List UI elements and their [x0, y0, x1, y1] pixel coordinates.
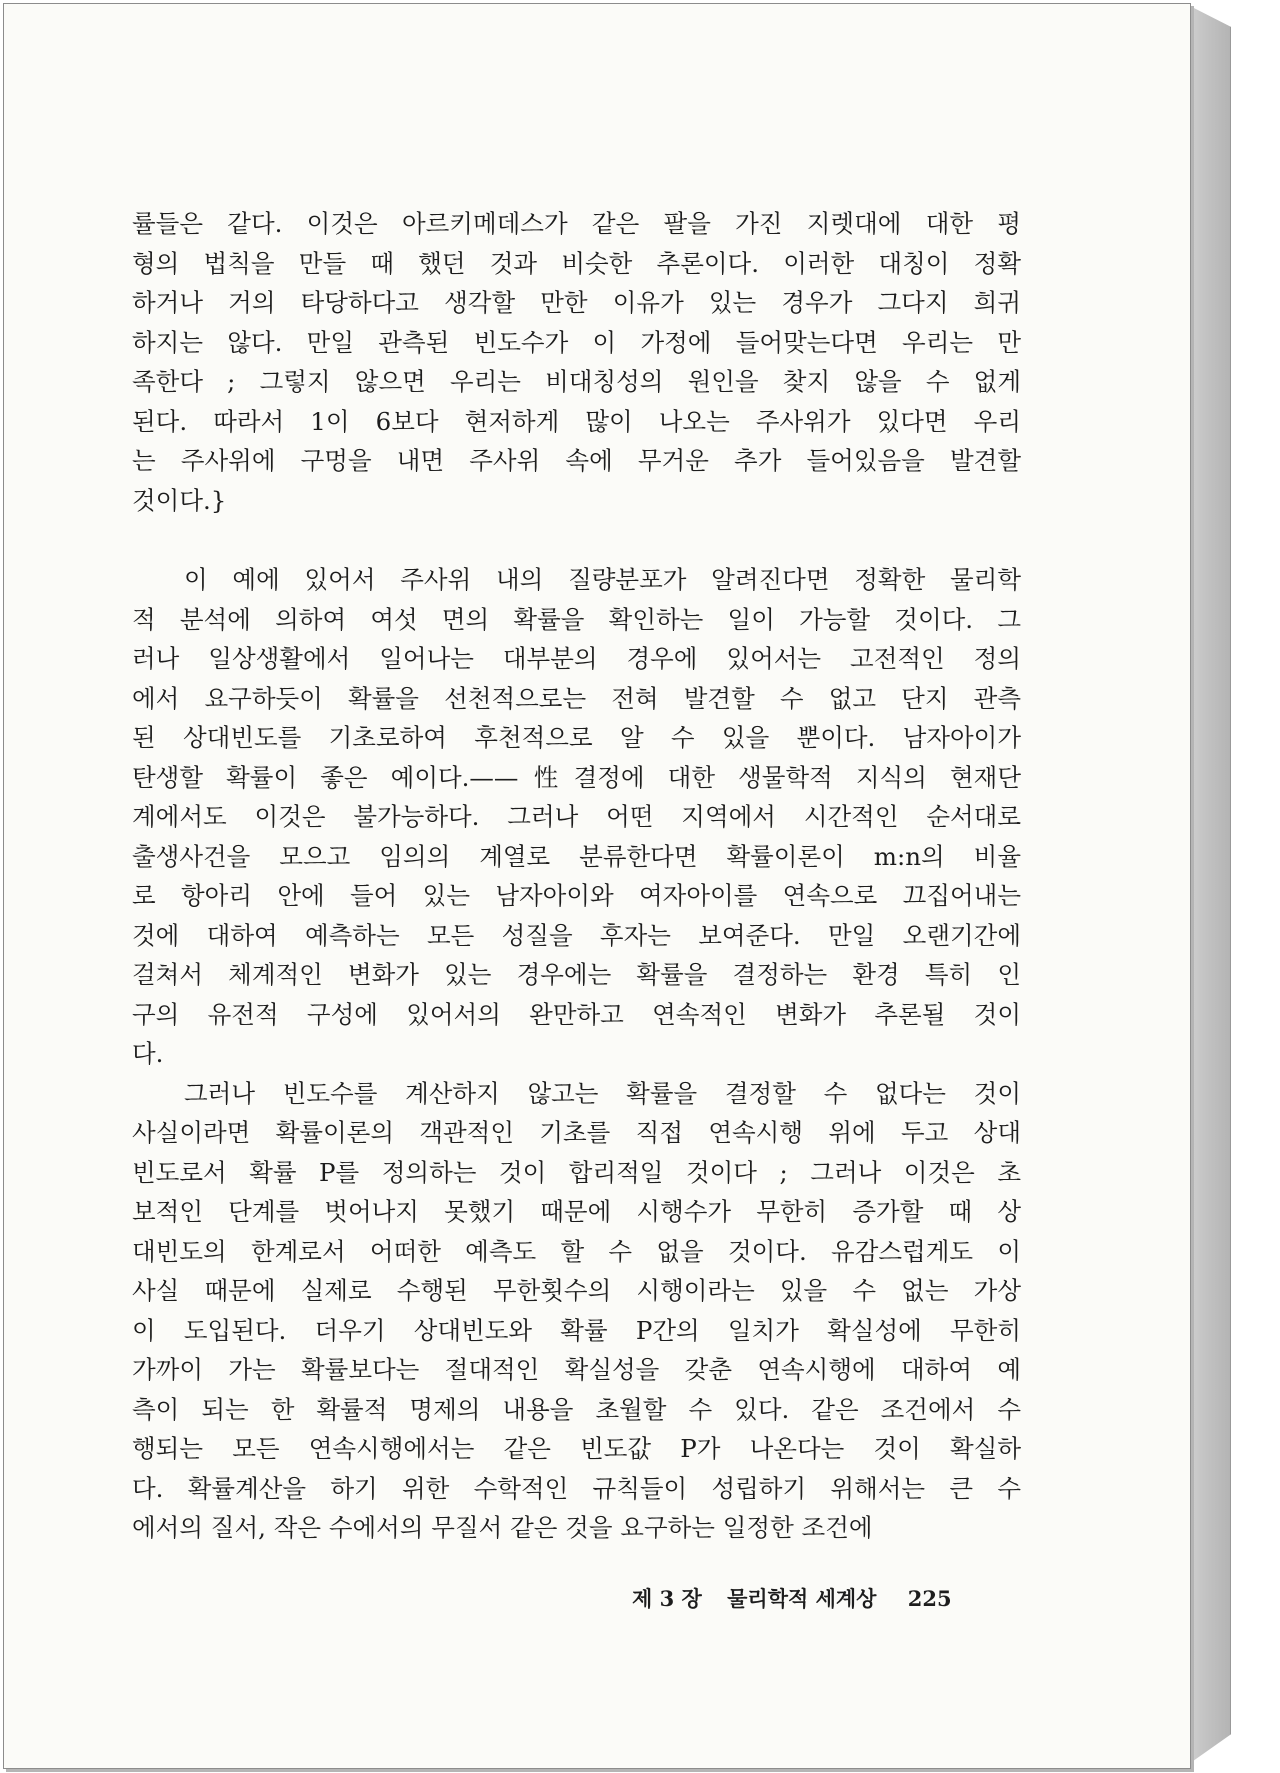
text-line: 그러나 빈도수를 계산하지 않고는 확률을 결정할 수 없다는 것이 — [184, 1078, 1021, 1108]
text-line: 된 상대빈도를 기초로하여 후천적으로 알 수 있을 뿐이다. 남자아이가 — [132, 723, 1021, 752]
text-line: 하지는 않다. 만일 관측된 빈도수가 이 가정에 들어맞는다면 우리는 만 — [132, 327, 1021, 357]
text-line: 하거나 거의 타당하다고 생각할 만한 이유가 있는 경우가 그다지 희귀 — [132, 288, 1021, 317]
text-line: 이 예에 있어서 주사위 내의 질량분포가 알려진다면 정확한 물리학 — [184, 565, 1021, 594]
text-line: 다. 확률계산을 하기 위한 수학적인 규칙들이 성립하기 위해서는 큰 수 — [132, 1473, 1021, 1503]
text-line: 적 분석에 의하여 여섯 면의 확률을 확인하는 일이 가능할 것이다. 그 — [132, 604, 1021, 634]
text-line: 률들은 같다. 이것은 아르키메데스가 같은 팔을 가진 지렛대에 대한 평 — [132, 209, 1021, 238]
text-line: 에서 요구하듯이 확률을 선천적으로는 전혀 발견할 수 없고 단지 관측 — [132, 683, 1021, 713]
paragraph — [132, 204, 1021, 520]
text-line: 사실이라면 확률이론의 객관적인 기초를 직접 연속시행 위에 두고 상대 — [132, 1118, 1021, 1147]
text-line: 탄생할 확률이 좋은 예이다.——性결정에 대한 생물학적 지식의 현재단 — [132, 762, 1021, 792]
text-line: 것이다.} — [132, 485, 227, 515]
text-line: 에서의 질서, 작은 수에서의 무질서 같은 것을 요구하는 일정한 조건에 — [132, 1513, 873, 1542]
text-line: 러나 일상생활에서 일어나는 대부분의 경우에 있어서는 고전적인 정의 — [132, 644, 1021, 673]
page — [3, 3, 1191, 1769]
text-line: 가까이 가는 확률보다는 절대적인 확실성을 갖춘 연속시행에 대하여 예 — [132, 1355, 1021, 1384]
chapter-title: 물리학적 세계상 — [727, 1586, 877, 1611]
text-line: 족한다 ; 그렇지 않으면 우리는 비대칭성의 원인을 찾지 않을 수 없게 — [132, 367, 1021, 396]
text-line: 형의 법칙을 만들 때 했던 것과 비슷한 추론이다. 이러한 대칭이 정확 — [132, 248, 1021, 278]
text-line: 는 주사위에 구멍을 내면 주사위 속에 무거운 추가 들어있음을 발견할 — [132, 446, 1021, 475]
chapter-label: 제 3 장 — [632, 1586, 702, 1611]
text-line: 이 도입된다. 더우기 상대빈도와 확률 P간의 일치가 확실성에 무한히 — [132, 1315, 1021, 1345]
text-line: 된다. 따라서 1이 6보다 현저하게 많이 나오는 주사위가 있다면 우리 — [132, 406, 1021, 436]
text-line: 보적인 단계를 벗어나지 못했기 때문에 시행수가 무한히 증가할 때 상 — [132, 1197, 1021, 1226]
text-line: 것에 대하여 예측하는 모든 성질을 후자는 보여준다. 만일 오랜기간에 — [132, 920, 1021, 950]
paragraph — [132, 560, 1021, 1074]
text-line: 구의 유전적 구성에 있어서의 완만하고 연속적인 변화가 추론될 것이 — [132, 999, 1021, 1029]
text-line: 계에서도 이것은 불가능하다. 그러나 어떤 지역에서 시간적인 순서대로 — [132, 802, 1021, 831]
text-line: 사실 때문에 실제로 수행된 무한횟수의 시행이라는 있을 수 없는 가상 — [132, 1276, 1021, 1305]
text-line: 다. — [132, 1039, 164, 1068]
text-line: 출생사건을 모으고 임의의 계열로 분류한다면 확률이론이 m:n의 비율 — [132, 841, 1021, 871]
text-line: 행되는 모든 연속시행에서는 같은 빈도값 P가 나온다는 것이 확실하 — [132, 1434, 1021, 1463]
text-line: 대빈도의 한계로서 어떠한 예측도 할 수 없을 것이다. 유감스럽게도 이 — [132, 1236, 1021, 1266]
text-line: 측이 되는 한 확률적 명제의 내용을 초월할 수 있다. 같은 조건에서 수 — [132, 1394, 1021, 1424]
body-text — [132, 204, 1021, 1548]
running-footer — [632, 1581, 992, 1617]
paragraph-gap — [132, 520, 1021, 560]
text-line: 빈도로서 확률 P를 정의하는 것이 합리적일 것이다 ; 그러나 이것은 초 — [132, 1157, 1021, 1187]
text-line: 로 항아리 안에 들어 있는 남자아이와 여자아이를 연속으로 끄집어내는 — [132, 881, 1021, 910]
page-stack-edge — [1186, 4, 1231, 1766]
text-line: 걸쳐서 체계적인 변화가 있는 경우에는 확률을 결정하는 환경 특히 인 — [132, 960, 1021, 989]
page-number: 225 — [907, 1586, 952, 1611]
paragraph — [132, 1074, 1021, 1548]
